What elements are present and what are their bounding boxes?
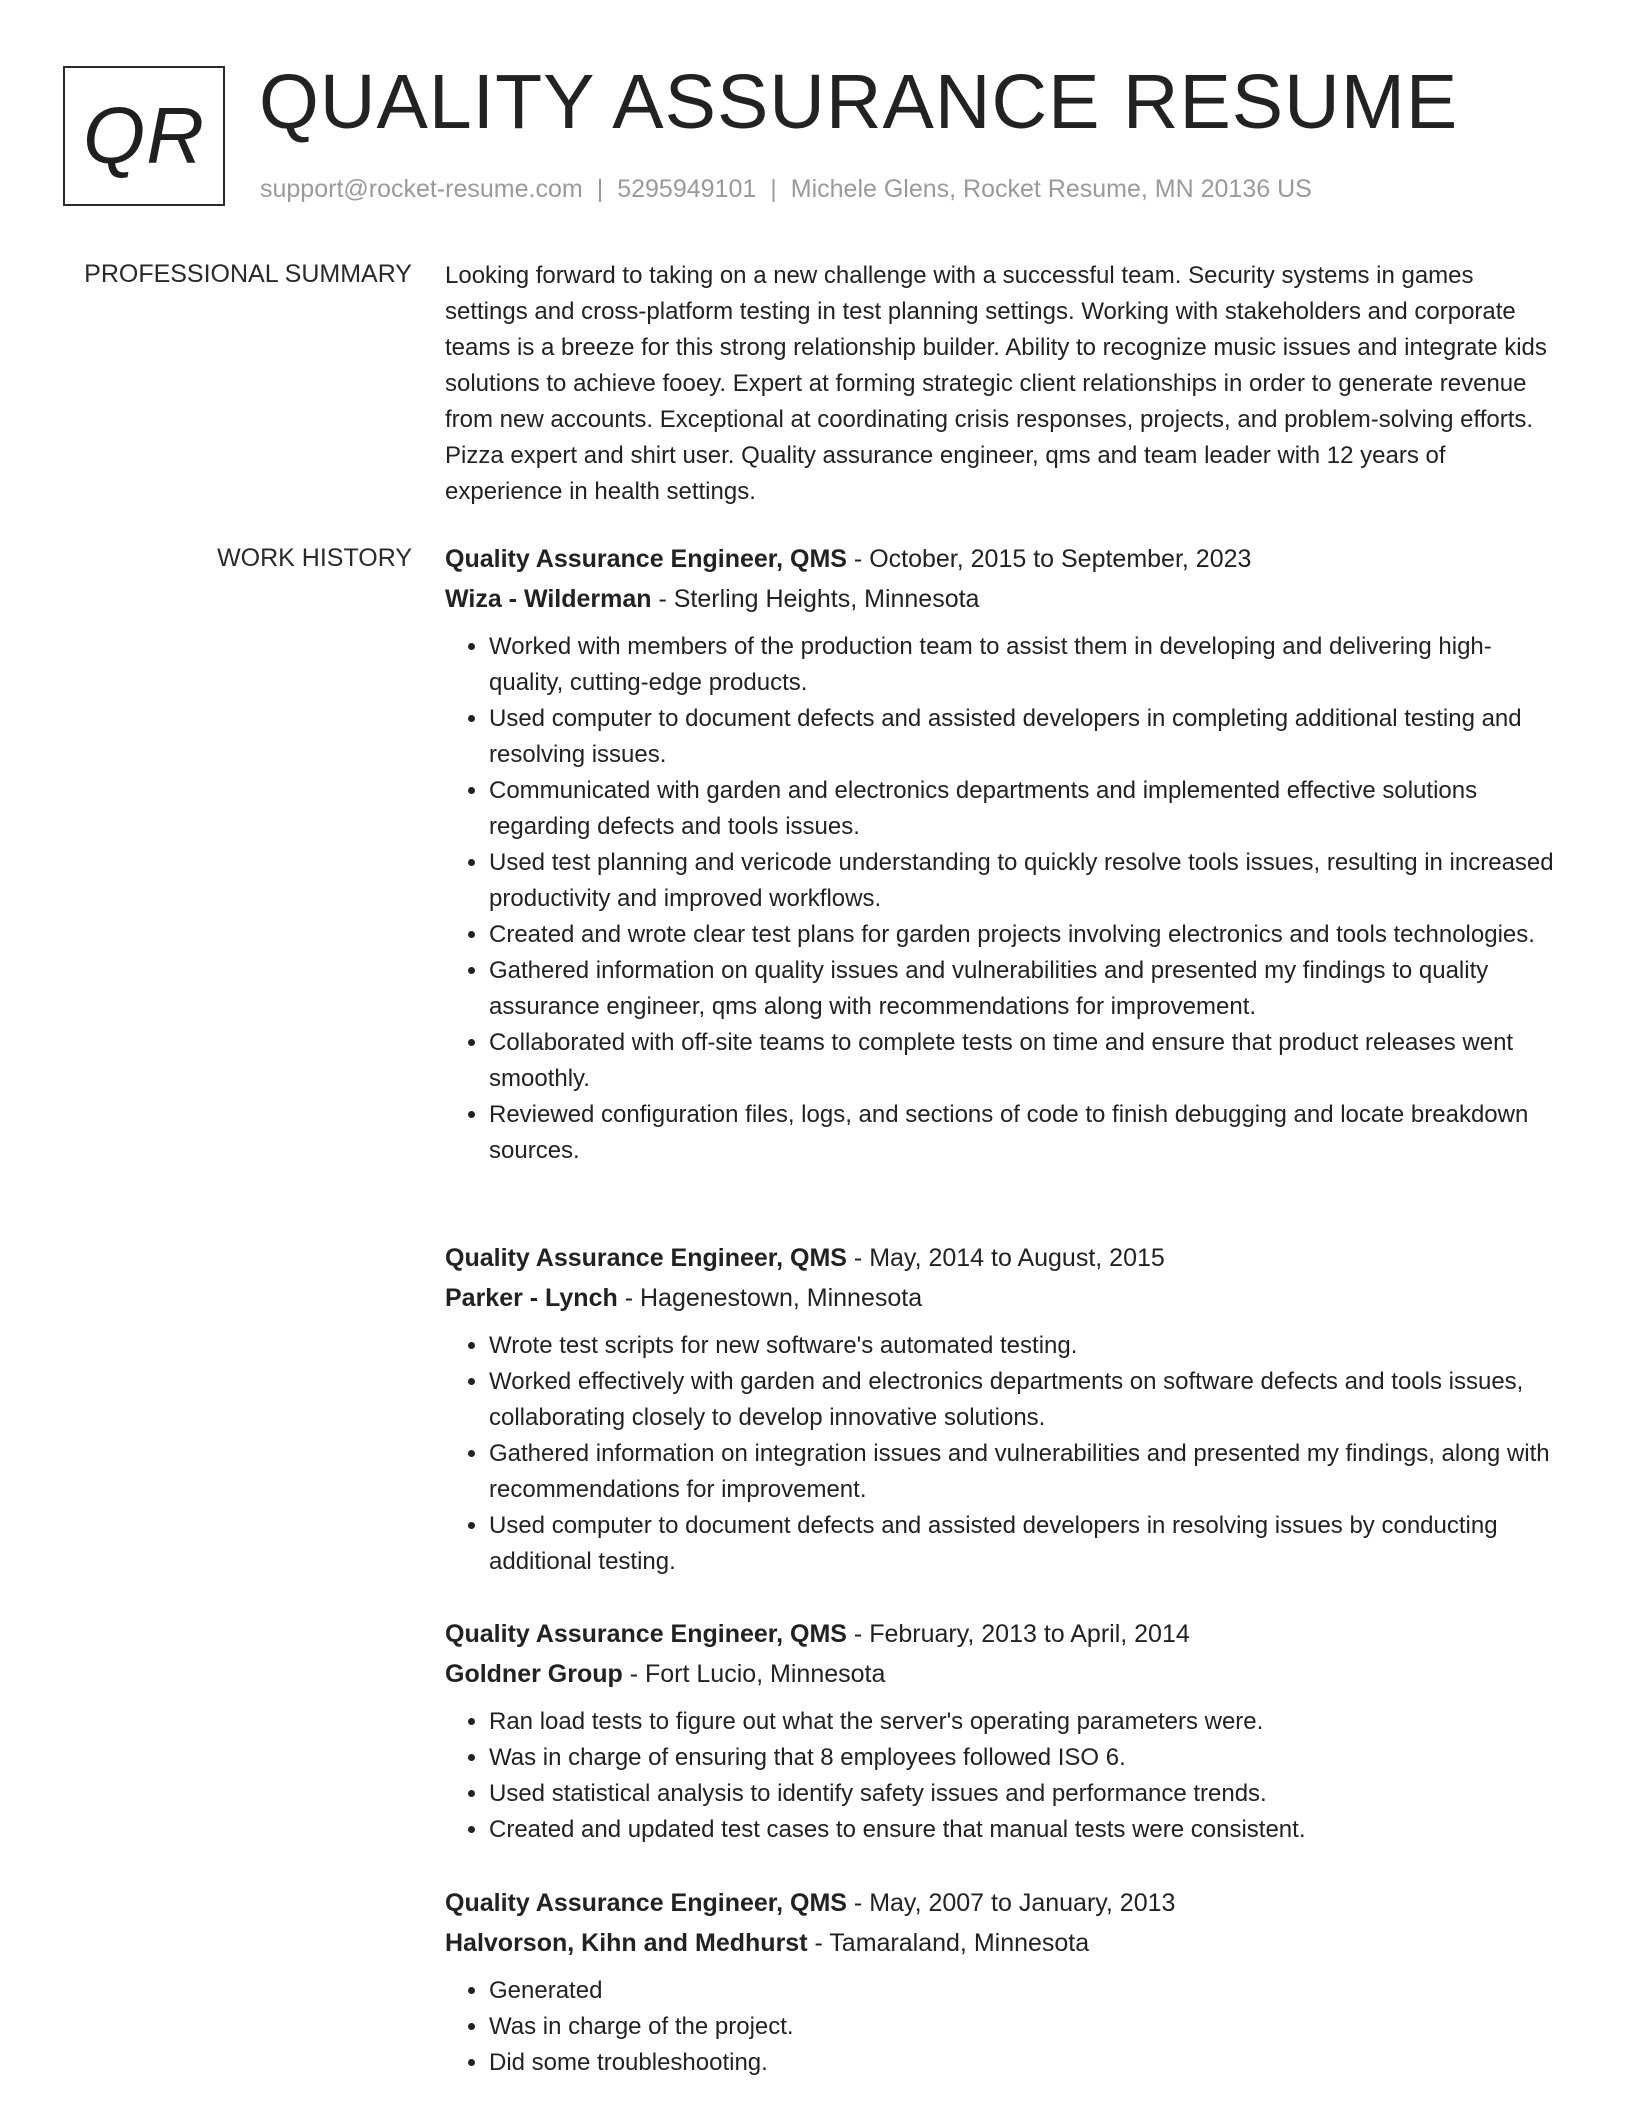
job-bullet: • Did some troubleshooting.: [489, 2045, 1560, 2081]
job-title: Quality Assurance Engineer, QMS: [445, 545, 847, 573]
job-bullet-list: [445, 629, 1560, 1169]
job-title: Quality Assurance Engineer, QMS: [445, 1889, 847, 1917]
job-bullet: • Used computer to document defects and assisted developers in completing additional testing and resolving issues.: [489, 701, 1560, 773]
job-bullet: • Created and updated test cases to ensure that manual tests were consistent.: [489, 1812, 1560, 1848]
job-location: - Hagenestown, Minnesota: [617, 1284, 923, 1312]
job-bullet: • Communicated with garden and electronics departments and implemented effective solutions regarding defects and tools issues.: [489, 773, 1560, 845]
job-bullet: • Wrote test scripts for new software's automated testing.: [489, 1328, 1560, 1364]
job-dates: - October, 2015 to September, 2023: [846, 545, 1252, 573]
monogram-box: [63, 66, 225, 206]
job-employer-line: [445, 1654, 1560, 1694]
summary-text: Looking forward to taking on a new challenge with a successful team. Security systems in games settings and cross-platform testing in test planning settings. Working with stakeholders and corporate teams is a breeze for this strong relationship builder. Ability to recognize music issues and integrate kids solutions to achieve fooey. Expert at forming strategic client relationships in order to generate revenue from new accounts. Exceptional at coordinating crisis responses, projects, and problem-solving efforts. Pizza expert and shirt user. Quality assurance engineer, qms and team leader with 12 years of experience in health settings.: [445, 262, 1547, 505]
job-entry: [445, 1883, 1560, 2081]
job-entry: [445, 1238, 1560, 1580]
contact-line: [260, 175, 1312, 204]
work-history-section-label: WORK HISTORY: [217, 544, 412, 572]
job-bullet: • Collaborated with off-site teams to complete tests on time and ensure that product releases went smoothly.: [489, 1025, 1560, 1097]
job-location: - Fort Lucio, Minnesota: [622, 1660, 886, 1688]
job-bullet-list: [445, 1704, 1560, 1848]
contact-phone[interactable]: 5295949101: [617, 175, 757, 203]
job-entry: [445, 1614, 1560, 1848]
job-dates: - May, 2007 to January, 2013: [846, 1889, 1176, 1917]
job-bullet: • Worked with members of the production team to assist them in developing and delivering high-quality, cutting-edge products.: [489, 629, 1560, 701]
job-bullet: • Gathered information on quality issues and vulnerabilities and presented my findings to quality assurance engineer, qms along with recommendations for improvement.: [489, 953, 1560, 1025]
job-bullet: • Worked effectively with garden and electronics departments on software defects and tools issues, collaborating closely to develop innovative solutions.: [489, 1364, 1560, 1436]
job-employer: Parker - Lynch: [445, 1284, 618, 1312]
job-bullet-list: [445, 1973, 1560, 2081]
contact-separator: |: [596, 175, 604, 203]
job-title-line: [445, 1238, 1560, 1278]
job-bullet: • Reviewed configuration files, logs, and sections of code to finish debugging and locate breakdown sources.: [489, 1097, 1560, 1169]
job-bullet: • Was in charge of the project.: [489, 2009, 1560, 2045]
job-entry: [445, 539, 1560, 1169]
job-bullet: • Used test planning and vericode understanding to quickly resolve tools issues, resulting in increased productivity and improved workflows.: [489, 845, 1560, 917]
summary-section: [445, 258, 1560, 510]
job-dates: - February, 2013 to April, 2014: [846, 1620, 1190, 1648]
job-employer-line: [445, 579, 1560, 619]
job-bullet: • Ran load tests to figure out what the server's operating parameters were.: [489, 1704, 1560, 1740]
job-title: Quality Assurance Engineer, QMS: [445, 1244, 847, 1272]
job-title-line: [445, 1883, 1560, 1923]
job-location: - Sterling Heights, Minnesota: [651, 585, 980, 613]
job-employer-line: [445, 1278, 1560, 1318]
job-title: Quality Assurance Engineer, QMS: [445, 1620, 847, 1648]
job-bullet-list: [445, 1328, 1560, 1580]
job-employer: Halvorson, Kihn and Medhurst: [445, 1929, 808, 1957]
monogram-initials: QR: [83, 91, 205, 180]
job-bullet: • Was in charge of ensuring that 8 employees followed ISO 6.: [489, 1740, 1560, 1776]
resume-title: QUALITY ASSURANCE RESUME: [259, 59, 1459, 145]
job-bullet: • Used statistical analysis to identify safety issues and performance trends.: [489, 1776, 1560, 1812]
job-bullet: • Gathered information on integration issues and vulnerabilities and presented my findings, along with recommendations for improvement.: [489, 1436, 1560, 1508]
job-location: - Tamaraland, Minnesota: [807, 1929, 1090, 1957]
job-bullet: • Created and wrote clear test plans for garden projects involving electronics and tools technologies.: [489, 917, 1560, 953]
job-bullet: • Generated: [489, 1973, 1560, 2009]
job-title-line: [445, 1614, 1560, 1654]
summary-section-label: PROFESSIONAL SUMMARY: [84, 260, 412, 288]
contact-separator: |: [770, 175, 777, 203]
job-title-line: [445, 539, 1560, 579]
job-employer-line: [445, 1923, 1560, 1963]
job-employer: Wiza - Wilderman: [445, 585, 652, 613]
job-bullet: • Used computer to document defects and assisted developers in resolving issues by conducting additional testing.: [489, 1508, 1560, 1580]
contact-address: Michele Glens, Rocket Resume, MN 20136 US: [790, 175, 1312, 203]
job-dates: - May, 2014 to August, 2015: [846, 1244, 1165, 1272]
contact-email[interactable]: support@rocket-resume.com: [260, 175, 583, 203]
job-employer: Goldner Group: [445, 1660, 623, 1688]
